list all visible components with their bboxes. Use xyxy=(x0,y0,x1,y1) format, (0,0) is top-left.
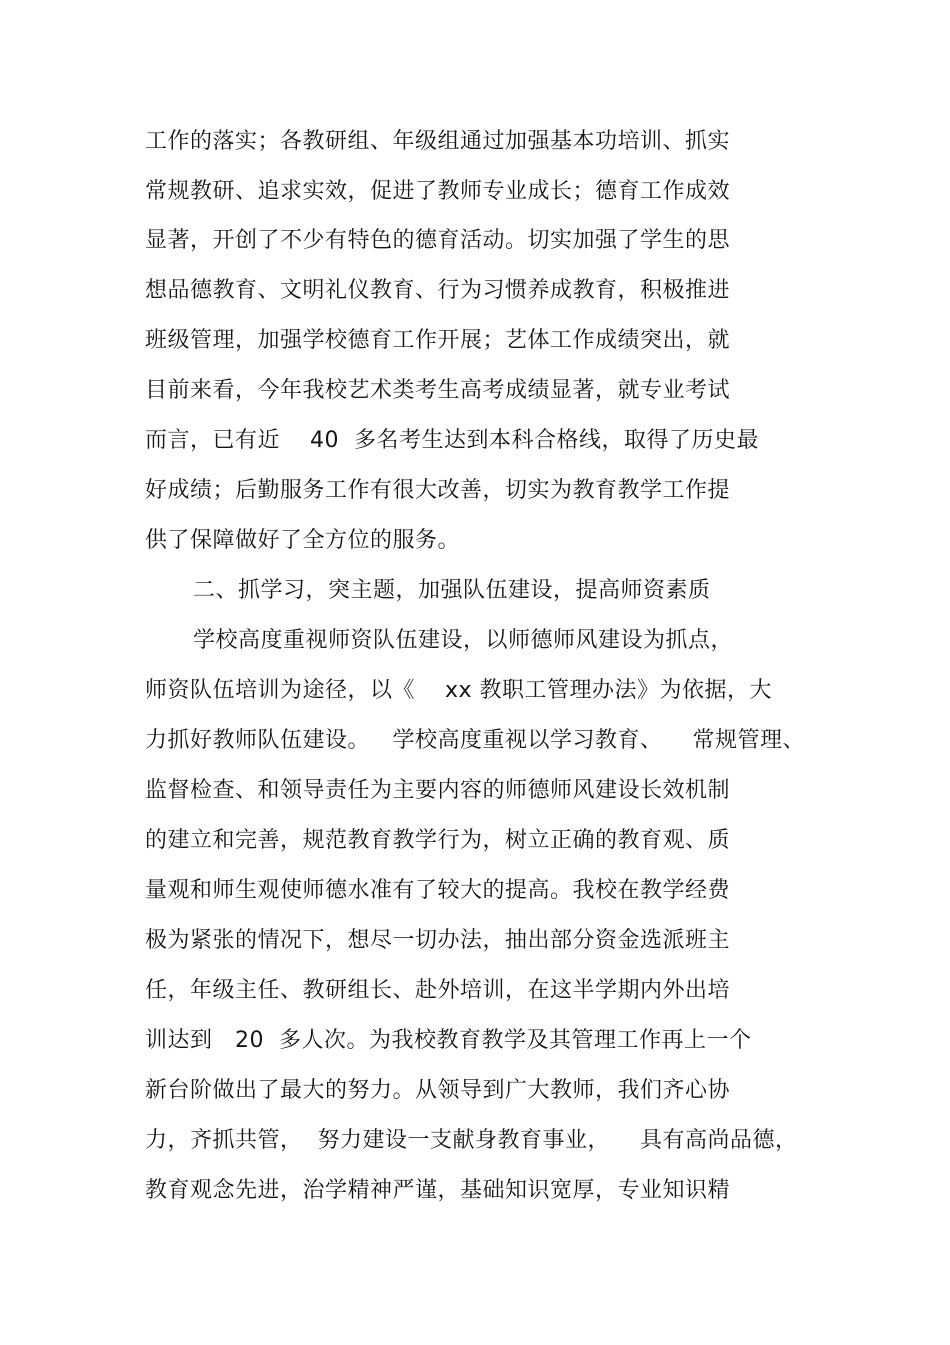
text-line: 教育观念先进，治学精神严谨，基础知识宽厚，专业知识精 xyxy=(145,1178,731,1203)
text-line: 新台阶做出了最大的努力。从领导到广大教师，我们齐心协 xyxy=(145,1078,731,1103)
text-line: 供了保障做好了全方位的服务。 xyxy=(145,528,461,553)
text-line: 显著，开创了不少有特色的德育活动。切实加强了学生的思 xyxy=(145,228,731,253)
text-line: 任，年级主任、教研组长、赴外培训，在这半学期内外出培 xyxy=(145,978,731,1003)
text-line: 班级管理，加强学校德育工作开展；艺体工作成绩突出，就 xyxy=(145,328,731,353)
text-line: 而言，已有近 40 多名考生达到本科合格线，取得了历史最 xyxy=(145,428,759,453)
text-line: 量观和师生观使师德水准有了较大的提高。我校在教学经费 xyxy=(145,878,731,903)
text-line: 训达到 20 多人次。为我校教育教学及其管理工作再上一个 xyxy=(145,1028,752,1053)
text-line: 想品德教育、文明礼仪教育、行为习惯养成教育，积极推进 xyxy=(145,278,731,303)
text-line: 力抓好教师队伍建设。 学校高度重视以学习教育、 常规管理、 xyxy=(145,728,805,753)
paragraph-first-line: 学校高度重视师资队伍建设，以师德师风建设为抓点， xyxy=(193,628,734,653)
text-line: 师资队伍培训为途径，以《 xx 教职工管理办法》为依据，大 xyxy=(145,678,773,703)
text-line: 目前来看，今年我校艺术类考生高考成绩显著，就专业考试 xyxy=(145,378,731,403)
text-line: 监督检查、和领导责任为主要内容的师德师风建设长效机制 xyxy=(145,778,731,803)
section-heading: 二、抓学习，突主题，加强队伍建设，提高师资素质 xyxy=(193,578,711,603)
text-line: 的建立和完善，规范教育教学行为，树立正确的教育观、质 xyxy=(145,828,731,853)
text-line: 好成绩；后勤服务工作有很大改善，切实为教育教学工作提 xyxy=(145,478,731,503)
text-line: 常规教研、追求实效，促进了教师专业成长；德育工作成效 xyxy=(145,179,731,204)
text-line: 极为紧张的情况下，想尽一切办法，抽出部分资金选派班主 xyxy=(145,928,731,953)
text-line: 力，齐抓共管， 努力建设一支献身教育事业， 具有高尚品德， xyxy=(145,1128,798,1153)
text-line: 工作的落实；各教研组、年级组通过加强基本功培训、抓实 xyxy=(145,129,731,154)
